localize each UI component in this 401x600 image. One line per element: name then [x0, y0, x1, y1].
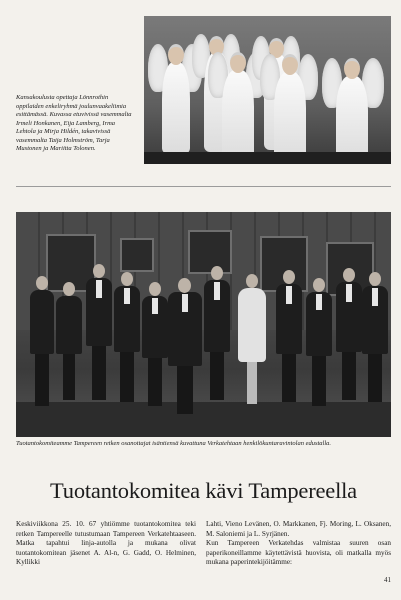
group-photo — [16, 212, 391, 437]
pavement — [16, 402, 391, 437]
group-photo-caption: Tuotantokomiteamme Tampereen retken osanottajat isäntiensä kuvattuna Verkatehtaan henkilökuntaravintolan edustalla. — [16, 440, 332, 447]
angels-photo — [144, 16, 391, 164]
article-column-right: Lahti, Vieno Levänen, O. Markkanen, Fj. Moring, L. Oksanen, M. Saloniemi ja L. Syrjänen. Kun Tampereen Verkatehdas valmistaa suuren osan paperikoneillamme käytettävistä huovista, oli matkalla myös mukana paperintekijöitämme: — [206, 520, 391, 567]
article-headline: Tuotantokomitea kävi Tampereella — [50, 478, 357, 503]
stage-floor — [144, 152, 391, 164]
page-number: 41 — [384, 576, 391, 584]
divider-rule — [16, 186, 391, 187]
angels-photo-caption: Kansakoulusta opettaja Lönnrothin oppilaiden enkeliryhmä joulunvaakeliimia esittämässä. Kuvassa etuvivissä vasemmalta Irmeli Honkanen, Eija Lamberg, Irma Lehtola ja Mirja Hildén, takavivissä vasemmalta Taija Holmström, Tarja Mustonen ja Mariitta Tolonen. — [16, 94, 132, 152]
article-column-left: Keskiviikkona 25. 10. 67 yhtiömme tuotantokomitea teki retken Tampereelle tutustumaan Tampereen Verkatehtaaseen. Matka tapahtui linja-autolla ja mukana olivat tuotantokomitean jäsenet A. Al-n, G. Gadd, O. Helminen, Kyllikki — [16, 520, 196, 567]
